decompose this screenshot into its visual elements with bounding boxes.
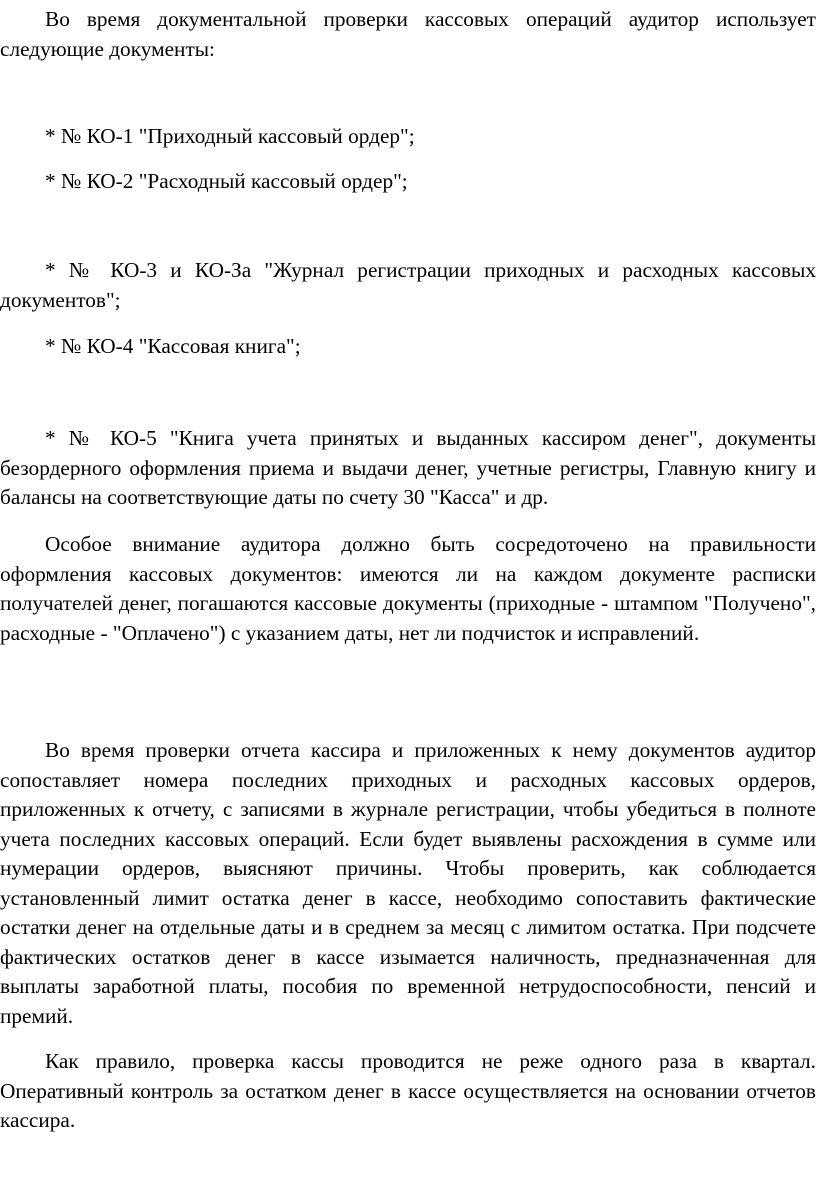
document-list-item-ko2: * № КО-2 "Расходный кассовый ордер"; [45, 169, 408, 193]
audit-frequency-paragraph: Как правило, проверка кассы проводится не реже одного раза в квартал. Оперативный контроль за остатком денег в кассе осуществляется на основании отчетов кассира. [0, 1049, 816, 1132]
intro-paragraph: Во время документальной проверки кассовых операций аудитор использует следующие документы: [0, 7, 816, 61]
document-list-item-ko3: * № КО-3 и КО-За "Журнал регистрации приходных и расходных кассовых документов"; [0, 258, 816, 312]
attention-paragraph: Особое внимание аудитора должно быть сосредоточено на правильности оформления кассовых документов: имеются ли на каждом документе расписки получателей денег, погашаются кассовые документы (приходные - штампом "Получено", расходные - "Оплачено") с указанием даты, нет ли подчисток и исправлений. [0, 532, 816, 645]
document-list-item-ko5: * № КО-5 "Книга учета принятых и выданных кассиром денег", документы безордерного оформления приема и выдачи денег, учетные регистры, Главную книгу и балансы на соответствующие даты по счету 30 "Касса" и др. [0, 426, 816, 509]
document-list-item-ko4: * № КО-4 "Кассовая книга"; [45, 334, 301, 358]
document-list-item-ko1: * № КО-1 "Приходный кассовый ордер"; [45, 124, 415, 148]
cashier-report-paragraph: Во время проверки отчета кассира и приложенных к нему документов аудитор сопоставляет номера последних приходных и расходных кассовых ордеров, приложенных к отчету, с записями в журнале регистрации, чтобы убедиться в полноте учета последних кассовых операций. Если будет выявлены расхождения в сумме или нумерации ордеров, выясняют причины. Чтобы проверить, как соблюдается установленный лимит остатка денег в кассе, необходимо сопоставить фактические остатки денег на отдельные даты и в среднем за месяц с лимитом остатка. При подсчете фактических остатков денег в кассе изымается наличность, предназначенная для выплаты заработной платы, пособия по временной нетрудоспособности, пенсий и премий. [0, 738, 816, 1028]
